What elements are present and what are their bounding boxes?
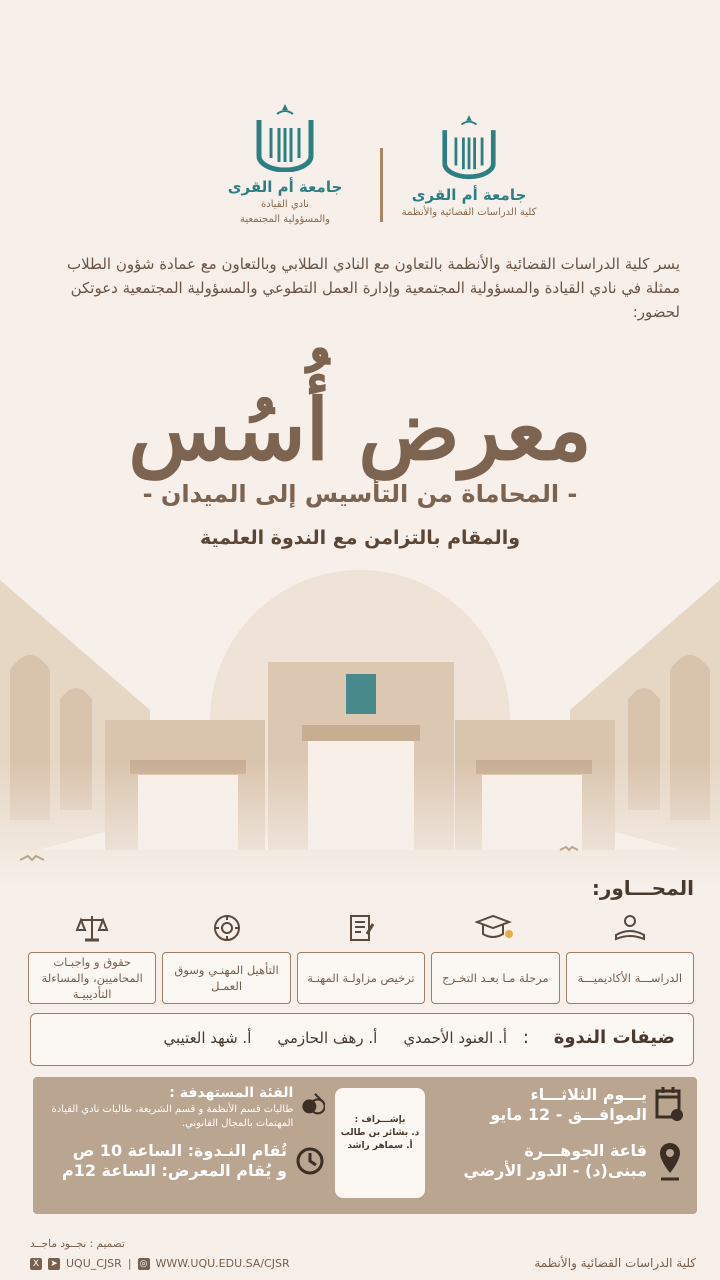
axes-heading: المحـــاور: [591, 876, 694, 900]
logo-club-line1: نادي القيادة [261, 199, 309, 210]
university-emblem-icon [255, 100, 315, 172]
axis-lawyer-rights-duties: حقوق و واجبـات المحاميين، والمساءلة التأديبيـة [28, 952, 156, 1004]
university-gate-illustration [0, 560, 720, 890]
telegram-icon[interactable]: ➤ [48, 1258, 60, 1270]
axis-academic-study: الدراســـة الأكاديميـــة [566, 952, 694, 1004]
license-document-icon [345, 912, 377, 944]
globe-icon[interactable]: ◎ [138, 1258, 150, 1270]
reading-person-icon [614, 913, 646, 943]
logo-divider [380, 148, 383, 222]
graduation-idea-icon [475, 912, 515, 944]
clock-icon [295, 1141, 325, 1179]
invitation-text: يسر كلية الدراسات القضائية والأنظمة بالتعاون مع النادي الطلابي وبالتعاون مع عمادة شؤون الطلاب ممثلة في نادي القيادة والمسؤولية المجتمعية وإدارة العمل التطوعي والمسؤولية المجتمعية دعوتكن لحضور: [66, 255, 680, 321]
logo-university-name: جامعة أم القرى [411, 186, 527, 204]
social-links: X ➤ UQU_CJSR | ◎ WWW.UQU.EDU.SA/CJSR [30, 1257, 290, 1270]
event-audience-time [45, 1083, 325, 1181]
event-hall: قاعة الجوهـــرة [524, 1141, 647, 1160]
brain-gear-icon [211, 912, 243, 944]
justice-scales-icon [75, 912, 109, 944]
college-logo [384, 110, 554, 219]
event-date: الموافـــق - 12 مايو [490, 1105, 647, 1124]
audience-description: طالبات قسم الأنظمة و قسم الشريعة، طالبات نادي القيادة المهتمات بالمجال القانوني. [51, 1104, 294, 1129]
symposium-time: تُقام النـدوة: الساعة 10 ص [72, 1141, 287, 1160]
target-audience-icon [301, 1083, 325, 1127]
exhibition-title: معرض أُسُس [128, 380, 592, 479]
event-day: يـــوم الثلاثـــاء [530, 1085, 647, 1104]
axis-professional-qualification: التأهيل المهنـي وسوق العمـل [162, 952, 290, 1004]
exhibition-subtitle: - المحاماة من التأسيس إلى الميدان - [142, 480, 578, 508]
website-link[interactable]: WWW.UQU.EDU.SA/CJSR [155, 1257, 290, 1270]
calendar-icon [655, 1085, 685, 1123]
exhibition-time: و يُقام المعرض: الساعة 12م [61, 1161, 287, 1180]
x-icon[interactable]: X [30, 1258, 42, 1270]
guest-name: أ. رهف الحازمي [277, 1029, 378, 1047]
guest-name: أ. العنود الأحمدي [403, 1029, 507, 1047]
supervisor-name: د. بشائر بن طالب [340, 1128, 420, 1138]
guests-label: ضيفات الندوة [553, 1027, 675, 1048]
axes-list [28, 952, 694, 1004]
symposium-guests: ضيفات الندوة : أ. العنود الأحمدي أ. رهف الحازمي أ. شهد العتيبي [30, 1013, 694, 1066]
guest-names-list [163, 1029, 507, 1047]
supervision-box [335, 1088, 425, 1198]
university-emblem-icon [441, 110, 497, 180]
location-pin-icon [655, 1141, 685, 1183]
audience-title: الفئة المستهدفة : [169, 1085, 294, 1101]
axis-post-graduation: مرحلة مـا بعـد التخـرج [431, 952, 559, 1004]
event-building: مبنى(د) - الدور الأرضي [463, 1161, 647, 1180]
social-handle[interactable]: UQU_CJSR [66, 1257, 122, 1270]
logo-university-name: جامعة أم القرى [227, 178, 343, 196]
college-footer-name: كلية الدراسات القضائية والأنظمة [534, 1256, 696, 1270]
logo-club-line2: والمسؤولية المجتمعية [239, 214, 331, 225]
leadership-club-logo [200, 100, 370, 226]
logo-college-name: كلية الدراسات القضائية والأنظمة [401, 207, 537, 218]
supervisor-name: أ. سماهر راشد [347, 1141, 413, 1151]
designer-credit: تصميم : نجــود ماجــد [30, 1238, 125, 1250]
event-date-location [445, 1085, 685, 1183]
axes-icons-row [28, 908, 694, 948]
axis-practice-license: ترخيص مزاولـة المهنـة [297, 952, 425, 1004]
event-details-panel [33, 1077, 697, 1214]
guest-name: أ. شهد العتيبي [163, 1029, 252, 1047]
symposium-note: والمقام بالتزامن مع الندوة العلمية [199, 527, 521, 549]
supervision-title: بإشـــراف : [354, 1115, 406, 1125]
